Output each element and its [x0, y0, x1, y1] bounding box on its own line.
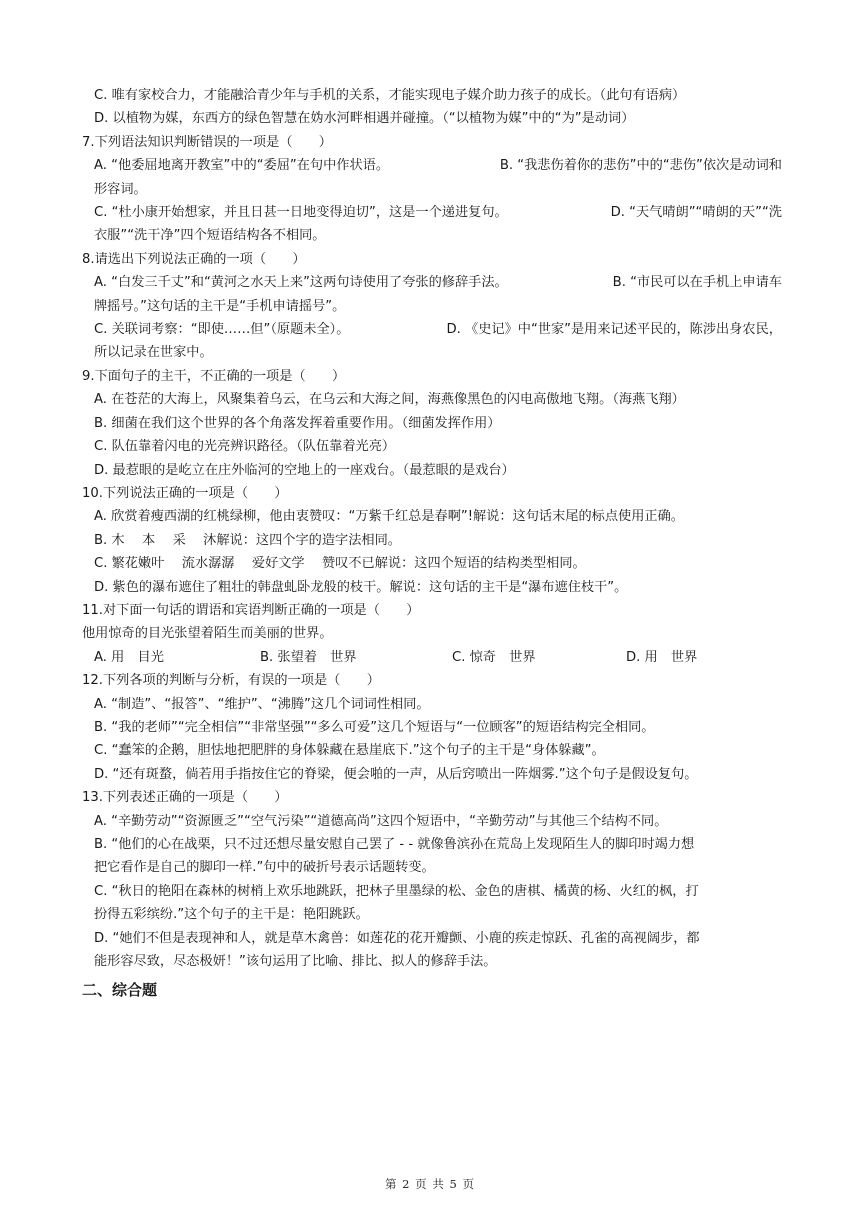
q7-option-c: C. “杜小康开始想家，并且日甚一日地变得迫切”，这是一个递进复句。: [94, 205, 508, 221]
q7-option-d: D. “天气晴朗”“晴朗的天”“洗: [610, 205, 782, 221]
q8-option-b: B. “市民可以在手机上申请车: [612, 275, 782, 291]
question-7: 7.下列语法知识判断错误的一项是（ ）: [82, 134, 332, 150]
question-7-cd: [82, 201, 782, 224]
q11-option-a: A. 用 目光: [94, 649, 164, 665]
question-12: 12.下列各项的判断与分析，有误的一项是（ ）: [82, 673, 380, 689]
q12-option-a: A. “制造”、“报答”、“维护”、“沸腾”这几个词词性相同。: [94, 696, 430, 712]
question-8-ab: [82, 271, 782, 294]
q12-option-d: D. “还有斑蝥，倘若用手指按住它的脊梁，便会啪的一声，从后窍喷出一阵烟雾.”这个句子是假设复句。: [94, 766, 698, 782]
q7-option-a: A. “他委屈地离开教室”中的“委屈”在句中作状语。: [94, 158, 390, 174]
q11-option-d: D. 用 世界: [626, 649, 698, 665]
q8-option-a: A. “白发三千丈”和“黄河之水天上来”这两句诗使用了夸张的修辞手法。: [94, 275, 508, 291]
q11-option-c: C. 惊奇 世界: [452, 649, 536, 665]
question-10: 10.下列说法正确的一项是（ ）: [82, 485, 288, 501]
q7-option-b-cont: 形容词。: [94, 181, 147, 197]
q10-option-c: C. 繁花嫩叶 流水潺潺 爱好文学 赞叹不已解说：这四个短语的结构类型相同。: [94, 556, 586, 572]
question-13: 13.下列表述正确的一项是（ ）: [82, 790, 288, 806]
q12-option-c: C. “蠢笨的企鹅，胆怯地把肥胖的身体躲藏在悬崖底下.”这个句子的主干是“身体躲藏”。: [94, 743, 605, 759]
q7-option-b: B. “我悲伤着你的悲伤”中的“悲伤”依次是动词和: [499, 158, 782, 174]
q13-option-a: A. “辛勤劳动”“资源匮乏”“空气污染”“道德高尚”这四个短语中，“辛勤劳动”与其他三个结构不同。: [94, 813, 668, 829]
q8-option-d-cont: 所以记录在世家中。: [94, 345, 213, 361]
q10-option-a: A. 欣赏着瘦西湖的红桃绿柳，他由衷赞叹：“万紫千红总是春啊”!解说：这句话末尾的标点使用正确。: [94, 509, 684, 525]
q9-option-c: C. 队伍靠着闪电的光亮辨识路径。（队伍靠着光亮）: [94, 439, 396, 455]
q12-option-b: B. “我的老师”“完全相信”“非常坚强”“多么可爱”这几个短语与“一位顾客”的短语结构完全相同。: [94, 719, 655, 735]
q11-option-b: B. 张望着 世界: [260, 649, 357, 665]
question-8: 8.请选出下列说法正确的一项（ ）: [82, 251, 306, 267]
page-footer: 第 2 页 共 5 页: [385, 1177, 475, 1191]
q13-option-c: C. “秋日的艳阳在森林的树梢上欢乐地跳跃，把林子里墨绿的松、金色的唐棋、橘黄的杨、火红的枫，打: [94, 883, 699, 899]
q10-option-d: D. 紫色的瀑布遮住了粗壮的韩盘虬卧龙般的枝干。解说：这句话的主干是“瀑布遮住枝干”。: [94, 579, 628, 595]
q13-option-b-cont: 把它看作是自己的脚印一样.”句中的破折号表示话题转变。: [94, 860, 435, 876]
q13-option-b: B. “他们的心在战栗，只不过还想尽量安慰自己罢了 - - 就像鲁滨孙在荒岛上发现陌生人的脚印时竭力想: [94, 837, 695, 852]
option-d-prev: D. 以植物为媒，东西方的绿色智慧在妫水河畔相遇并碰撞。（“以植物为媒”中的“为”是动词）: [94, 111, 635, 127]
question-7-ab: [82, 154, 782, 177]
question-8-cd: [82, 318, 782, 341]
q10-option-b: B. 木 本 采 沐解说：这四个字的造字法相同。: [94, 532, 401, 548]
q7-option-d-cont: 衣服”“洗干净”四个短语结构各不相同。: [94, 228, 326, 244]
q9-option-a: A. 在苍茫的大海上，风聚集着乌云，在乌云和大海之间，海燕像黑色的闪电高傲地飞翔。（海燕飞翔）: [94, 392, 685, 408]
section-heading: 二、综合题: [82, 981, 158, 1000]
question-content: [82, 84, 782, 1003]
q13-option-d: D. “她们不但是表现神和人，就是草木禽兽：如莲花的花开瓣颤、小鹿的疾走惊跃、孔雀的高视阔步，都: [94, 930, 700, 946]
q9-option-d: D. 最惹眼的是屹立在庄外临河的空地上的一座戏台。（最惹眼的是戏台）: [94, 462, 515, 478]
question-11: 11.对下面一句话的谓语和宾语判断正确的一项是（ ）: [82, 602, 420, 618]
q8-option-b-cont: 牌摇号。”这句话的主干是“手机申请摇号”。: [94, 298, 346, 314]
q11-sentence: 他用惊奇的目光张望着陌生而美丽的世界。: [82, 626, 333, 642]
q9-option-b: B. 细菌在我们这个世界的各个角落发挥着重要作用。（细菌发挥作用）: [94, 415, 501, 431]
option-c-prev: C. 唯有家校合力，才能融洽青少年与手机的关系，才能实现电子媒介助力孩子的成长。（此句有语病）: [94, 88, 686, 103]
q8-option-d: D. 《史记》中“世家”是用来记述平民的，陈涉出身农民，: [446, 322, 782, 338]
question-11-options: [82, 646, 782, 669]
q13-option-d-cont: 能形容尽致，尽态极妍！”该句运用了比喻、排比、拟人的修辞手法。: [94, 954, 497, 970]
q8-option-c: C. 关联词考察：“即使……但”（原题未全）。: [94, 322, 350, 338]
question-9: 9.下面句子的主干，不正确的一项是（ ）: [82, 368, 346, 384]
q13-option-c-cont: 扮得五彩缤纷.”这个句子的主干是：艳阳跳跃。: [94, 907, 369, 923]
